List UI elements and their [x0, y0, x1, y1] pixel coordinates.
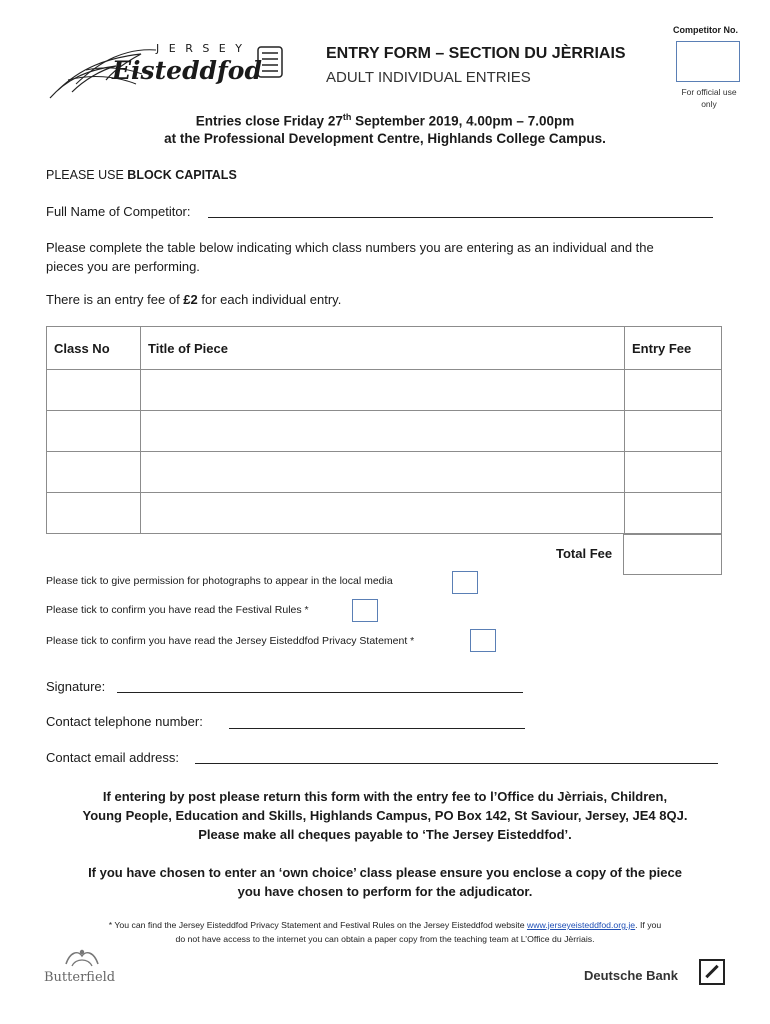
- signature-field[interactable]: [117, 692, 523, 693]
- full-name-field[interactable]: [208, 217, 713, 218]
- table-row: [47, 411, 722, 452]
- photo-permission-checkbox[interactable]: [452, 571, 478, 594]
- header-class-no: Class No: [47, 327, 141, 370]
- phone-field[interactable]: [229, 728, 525, 729]
- butterfield-emblem-icon: [62, 946, 102, 968]
- fee-cell[interactable]: [625, 452, 722, 493]
- logo-top-text: J E R S E Y: [156, 42, 245, 55]
- eisteddfod-logo: [46, 40, 291, 102]
- postal-instructions: If entering by post please return this form with the entry fee to l’Office du Jèrriais, Children, Young People, Education and Skills, Highlands Campus, PO Box 142, St Saviour, Jersey, JE4 8QJ. Please make all cheques payable to ‘The Jersey Eisteddfod’.: [82, 789, 688, 842]
- butterfield-logo: [44, 946, 124, 986]
- butterfield-text: Butterfield: [44, 970, 116, 985]
- total-fee-label: Total Fee: [556, 546, 613, 561]
- entry-fee-note: There is an entry fee of £2 for each individual entry.: [46, 292, 342, 307]
- class-no-cell[interactable]: [47, 493, 141, 534]
- table-row: [47, 370, 722, 411]
- class-no-cell[interactable]: [47, 370, 141, 411]
- table-row: [47, 493, 722, 534]
- competitor-no-label: Competitor No.: [673, 25, 738, 35]
- email-label: Contact email address:: [46, 750, 179, 765]
- page-subtitle: ADULT INDIVIDUAL ENTRIES: [326, 69, 531, 86]
- deutsche-bank-logo-icon: [699, 959, 725, 985]
- logo-main-text: Eisteddfod: [112, 56, 262, 85]
- title-cell[interactable]: [141, 493, 625, 534]
- table-instructions: Please complete the table below indicating which class numbers you are entering as an individual and the pieces you are performing.: [46, 240, 654, 274]
- class-no-cell[interactable]: [47, 452, 141, 493]
- title-cell[interactable]: [141, 411, 625, 452]
- email-field[interactable]: [195, 763, 718, 764]
- full-name-label: Full Name of Competitor:: [46, 204, 191, 219]
- festival-rules-label: Please tick to confirm you have read the Festival Rules *: [46, 604, 309, 616]
- page-title: ENTRY FORM – SECTION DU JÈRRIAIS: [326, 45, 626, 62]
- deutsche-bank-text: Deutsche Bank: [584, 968, 678, 983]
- table-header-row: [47, 327, 722, 370]
- entries-table: [46, 326, 722, 534]
- fee-cell[interactable]: [625, 411, 722, 452]
- signature-label: Signature:: [46, 679, 106, 694]
- table-row: [47, 452, 722, 493]
- phone-label: Contact telephone number:: [46, 714, 203, 729]
- entries-close-text: Entries close Friday 27th September 2019, 4.00pm – 7.00pm: [195, 112, 575, 129]
- class-no-cell[interactable]: [47, 411, 141, 452]
- privacy-statement-checkbox[interactable]: [470, 629, 496, 652]
- block-capitals-note: PLEASE USE BLOCK CAPITALS: [46, 168, 237, 182]
- footnote: * You can find the Jersey Eisteddfod Privacy Statement and Festival Rules on the Jersey Eisteddfod website www.jerseyeisteddfod.org.je. If you do not have access to the internet you can obtain a paper copy from the teaching team at L’Office du Jèrriais.: [108, 920, 662, 944]
- competitor-no-box: [676, 41, 740, 82]
- location-text: at the Professional Development Centre, Highlands College Campus.: [164, 131, 606, 146]
- festival-rules-checkbox[interactable]: [352, 599, 378, 622]
- header-title-of-piece: Title of Piece: [141, 327, 625, 370]
- title-cell[interactable]: [141, 370, 625, 411]
- header-entry-fee: Entry Fee: [625, 327, 722, 370]
- title-cell[interactable]: [141, 452, 625, 493]
- official-use-text: For official use only: [681, 87, 737, 109]
- website-link[interactable]: www.jerseyeisteddfod.org.je: [526, 920, 636, 930]
- fee-cell[interactable]: [625, 370, 722, 411]
- privacy-statement-label: Please tick to confirm you have read the Jersey Eisteddfod Privacy Statement *: [46, 635, 415, 647]
- own-choice-note: If you have chosen to enter an ‘own choice’ class please ensure you enclose a copy of the piece you have chosen to perform for the adjudicator.: [88, 865, 682, 899]
- photo-permission-label: Please tick to give permission for photographs to appear in the local media: [46, 575, 393, 587]
- total-fee-box[interactable]: [623, 534, 722, 575]
- fee-cell[interactable]: [625, 493, 722, 534]
